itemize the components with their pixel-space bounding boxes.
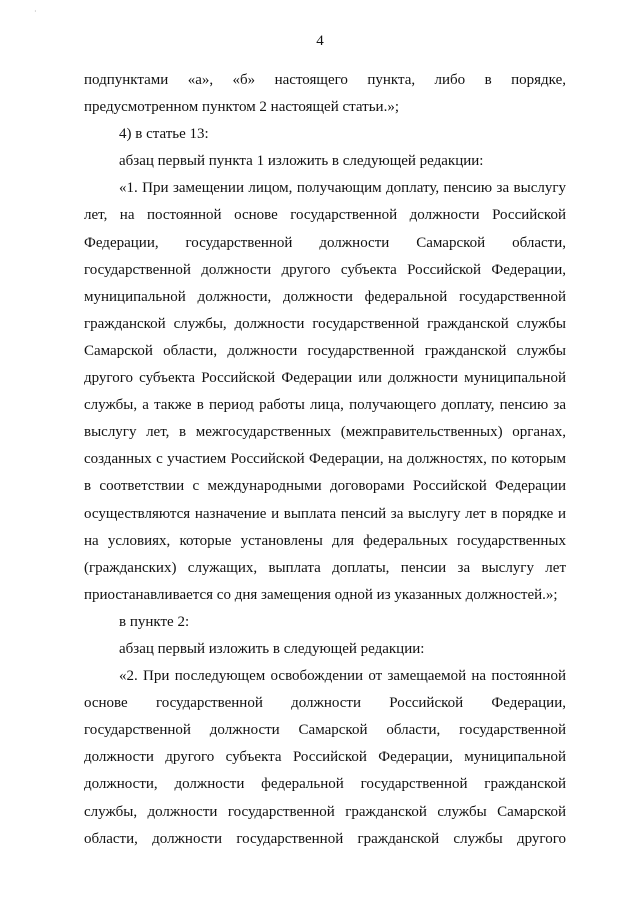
paragraph-amendment-intro-2: абзац первый изложить в следующей редакции:	[119, 640, 425, 657]
paragraph-item-4: 4) в статье 13:	[119, 126, 209, 143]
paragraph-continuation: подпунктами «а», «б» настоящего пункта, либо в порядке, предусмотренном пунктом 2 настоящей статьи.»;	[84, 72, 566, 116]
paragraph-point-2: в пункте 2:	[119, 613, 190, 630]
paragraph-amendment-text-1: «1. При замещении лицом, получающим доплату, пенсию за выслугу лет, на постоянной основе государственной должности Российской Федерации, государственной должности Самарской области, государственной должности другого субъекта Российской Федерации, муниципальной должности, должности федеральной государственной гражданской службы, должности государственной гражданской службы Самарской области, должности государственной гражданской службы другого субъекта Российской Федерации или должности муниципальной службы, а также в период работы лица, получающего доплату, пенсию за выслугу лет, в межгосударственных (межправительственных) органах, созданных с участием Российской Федерации, на должностях, по которым в соответствии с международными договорами Российской Федерации осуществляются назначение и выплата пенсий за выслугу лет в порядке и на условиях, которые установлены для федеральных государственных (гражданских) служащих, выплата доплаты, пенсии за выслугу лет приостанавливается со дня замещения одной из указанных должностей.»;	[84, 180, 566, 603]
document-body	[84, 67, 566, 853]
page-number: 4	[316, 33, 324, 49]
paragraph-amendment-text-2: «2. При последующем освобождении от замещаемой на постоянной основе государственной должности Российской Федерации, государственной должности Самарской области, государственной должности другого субъекта Российской Федерации, муниципальной должности, должности федеральной государственной гражданской службы, должности государственной гражданской службы Самарской области, должности государственной гражданской службы другого	[84, 668, 566, 847]
paragraph-amendment-intro-1: абзац первый пункта 1 изложить в следующей редакции:	[119, 153, 484, 170]
scan-corner-mark: ·	[34, 7, 37, 16]
